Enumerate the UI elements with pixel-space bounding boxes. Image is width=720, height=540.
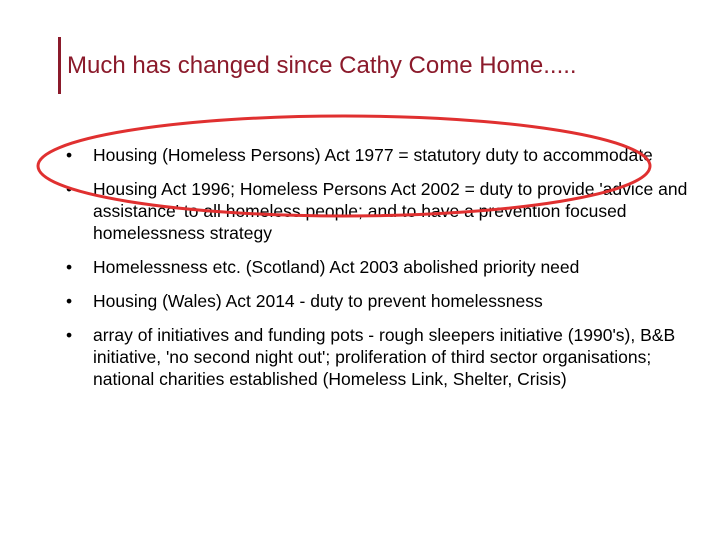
bullet-text: Housing (Wales) Act 2014 - duty to prevent homelessness: [93, 291, 543, 311]
bullet-text: Housing Act 1996; Homeless Persons Act 2002 = duty to provide 'advice and assistance' to all homeless people; and to have a prevention focused homelessness strategy: [93, 179, 688, 243]
bullet-marker: •: [66, 291, 73, 311]
bullet-marker: •: [66, 179, 73, 199]
bullet-item: [62, 324, 702, 390]
highlight-ellipse: [34, 113, 654, 219]
bullet-marker: •: [66, 325, 73, 345]
slide-title: Much has changed since Cathy Come Home.....: [67, 52, 577, 79]
title-accent-bar: [58, 37, 61, 94]
bullet-text: Homelessness etc. (Scotland) Act 2003 abolished priority need: [93, 257, 580, 277]
bullet-marker: •: [66, 145, 73, 165]
bullet-text: array of initiatives and funding pots - rough sleepers initiative (1990's), B&B initiative, 'no second night out'; proliferation of third sector organisations; national charities established (Homeless Link, Shelter, Crisis): [93, 325, 676, 389]
bullet-text: Housing (Homeless Persons) Act 1977 = statutory duty to accommodate: [93, 145, 653, 165]
bullet-item: [62, 290, 702, 312]
bullet-item: [62, 256, 702, 278]
bullet-marker: •: [66, 257, 73, 277]
